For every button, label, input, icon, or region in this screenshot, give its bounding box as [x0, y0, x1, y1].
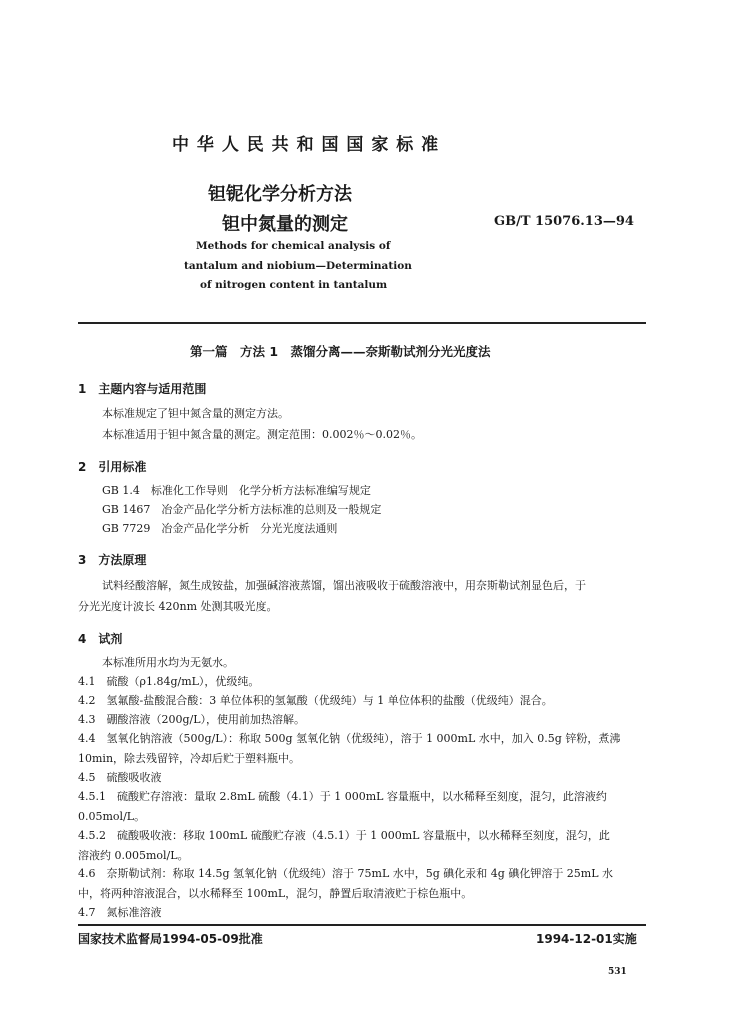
section-3-paragraph-line2: 分光光度计波长 420nm 处测其吸光度。: [78, 600, 278, 613]
section-1-heading: 1 主题内容与适用范围: [78, 382, 207, 396]
clause-4-1: 4.1 硫酸（ρ1.84g/mL），优级纯。: [78, 675, 260, 688]
clause-4-3: 4.3 硼酸溶液（200g/L），使用前加热溶解。: [78, 713, 306, 726]
clause-4-6-line1: 4.6 奈斯勒试剂：称取 14.5g 氢氧化钠（优级纯）溶于 75mL 水中，5g 碘化汞和 4g 碘化钾溶于 25mL 水: [78, 867, 614, 880]
clause-4-6-line2: 中，将两种溶液混合，以水稀释至 100mL，混匀，静置后取清液贮于棕色瓶中。: [78, 887, 473, 900]
clause-4-5-1-line1: 4.5.1 硫酸贮存溶液：量取 2.8mL 硫酸（4.1）于 1 000mL 容量瓶中，以水稀释至刻度，混匀，此溶液约: [78, 790, 607, 803]
section-1-paragraph-2: 本标准适用于钽中氮含量的测定。测定范围：0.002％～0.02％。: [102, 428, 422, 441]
approval-date: 国家技术监督局1994-05-09批准: [78, 932, 263, 946]
section-3-heading: 3 方法原理: [78, 553, 147, 567]
implementation-date: 1994-12-01实施: [536, 932, 637, 946]
clause-4-5-2-line1: 4.5.2 硫酸吸收液：移取 100mL 硫酸贮存液（4.5.1）于 1 000mL 容量瓶中，以水稀释至刻度，混匀，此: [78, 829, 610, 842]
reference-1: GB 1.4 标准化工作导则 化学分析方法标准编写规定: [102, 484, 371, 497]
section-4-heading: 4 试剂: [78, 632, 123, 646]
english-title-line2: tantalum and niobium—Determination: [184, 260, 412, 272]
clause-4-5-1-line2: 0.05mol/L。: [78, 810, 146, 823]
section-2-heading: 2 引用标准: [78, 460, 147, 474]
clause-4-5: 4.5 硫酸吸收液: [78, 771, 162, 784]
document-title-line2: 钽中氮量的测定: [222, 214, 348, 235]
section-4-intro: 本标准所用水均为无氨水。: [102, 656, 234, 669]
national-standard-heading: 中 华 人 民 共 和 国 国 家 标 准: [172, 135, 440, 155]
reference-3: GB 7729 冶金产品化学分析 分光光度法通则: [102, 522, 338, 535]
reference-2: GB 1467 冶金产品化学分析方法标准的总则及一般规定: [102, 503, 382, 516]
section-1-paragraph-1: 本标准规定了钽中氮含量的测定方法。: [102, 407, 289, 420]
clause-4-4-line1: 4.4 氢氧化钠溶液（500g/L）：称取 500g 氢氧化钠（优级纯），溶于 1 000mL 水中，加入 0.5g 锌粉，煮沸: [78, 732, 621, 745]
page-number: 531: [608, 967, 627, 977]
footer-divider: [78, 924, 646, 926]
english-title-line1: Methods for chemical analysis of: [196, 240, 391, 252]
header-divider: [78, 322, 646, 324]
document-title-line1: 钽铌化学分析方法: [208, 184, 352, 205]
standard-number: GB/T 15076.13—94: [494, 214, 634, 229]
english-title-line3: of nitrogen content in tantalum: [200, 279, 388, 291]
part-heading: 第一篇 方法 1 蒸馏分离——奈斯勒试剂分光光度法: [190, 344, 491, 359]
clause-4-4-line2: 10min，除去残留锌，冷却后贮于塑料瓶中。: [78, 752, 301, 765]
section-3-paragraph-line1: 试料经酸溶解，氮生成铵盐，加强碱溶液蒸馏，馏出液吸收于硫酸溶液中，用奈斯勒试剂显色后，于: [102, 579, 586, 592]
clause-4-5-2-line2: 溶液约 0.005mol/L。: [78, 849, 189, 862]
clause-4-7: 4.7 氮标准溶液: [78, 906, 162, 919]
clause-4-2: 4.2 氢氟酸-盐酸混合酸：3 单位体积的氢氟酸（优级纯）与 1 单位体积的盐酸（优级纯）混合。: [78, 694, 553, 707]
